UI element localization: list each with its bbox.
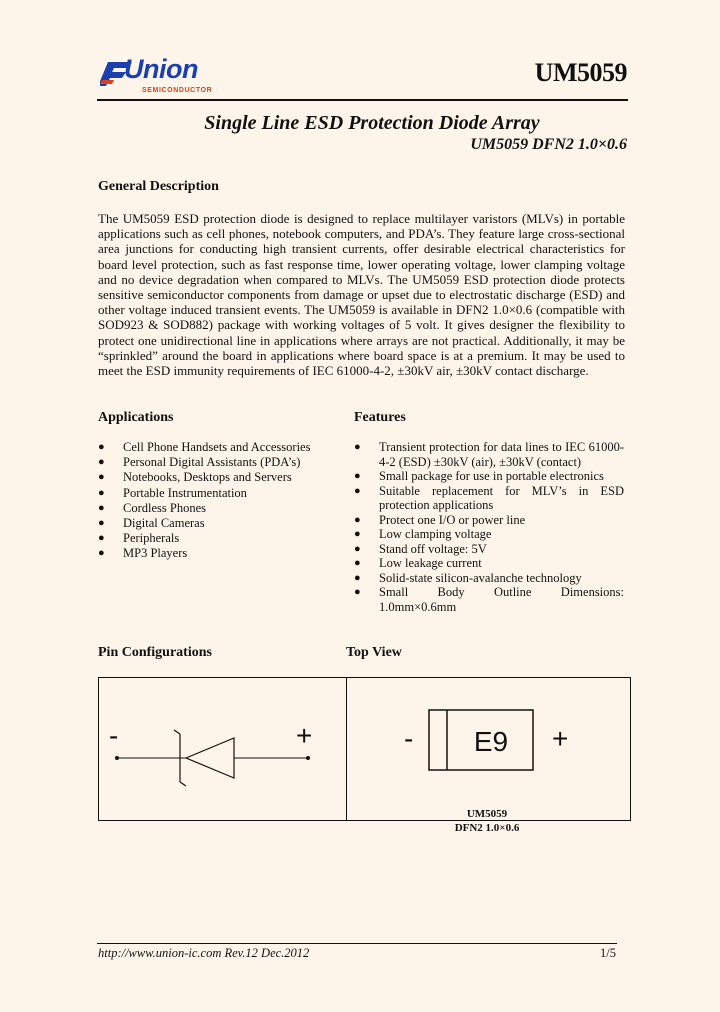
- package-label-type: DFN2 1.0×0.6: [454, 822, 520, 834]
- bullet-icon: ●: [98, 456, 105, 469]
- page-number: 1/5: [600, 946, 616, 960]
- bullet-icon: ●: [98, 517, 105, 530]
- package-plus-label: +: [552, 723, 569, 754]
- document-subtitle: UM5059 DFN2 1.0×0.6: [470, 136, 627, 153]
- list-item: ● Notebooks, Desktops and Servers: [98, 470, 292, 485]
- bullet-icon: ●: [98, 547, 105, 560]
- list-item: ● Solid-state silicon-avalanche technology: [354, 570, 582, 585]
- package-minus-label: -: [404, 723, 414, 754]
- header-divider: [97, 99, 628, 101]
- list-item: ● Low clamping voltage: [354, 527, 492, 541]
- bullet-icon: ●: [98, 441, 105, 453]
- bullet-icon: ●: [354, 586, 361, 598]
- package-label-part: UM5059: [466, 808, 508, 820]
- list-item: ● MP3 Players: [98, 546, 188, 561]
- bullet-icon: ●: [354, 513, 361, 526]
- bullet-icon: ●: [354, 542, 361, 555]
- list-item: ● Cordless Phones: [98, 500, 206, 515]
- pin-configurations-heading: Pin Configurations: [98, 645, 212, 660]
- list-item: ● Small Body Outline Dimensions: 1.0mm×0.6mm: [354, 585, 624, 614]
- bullet-icon: ●: [354, 557, 361, 569]
- bullet-icon: ●: [98, 471, 105, 484]
- footer-url-revision: http://www.union-ic.com Rev.12 Dec.2012: [98, 946, 310, 960]
- pin-box-divider: [346, 677, 347, 821]
- general-description-body: The UM5059 ESD protection diode is designed to replace multilayer varistors (MLVs) in portable applications such as cell phones, notebook computers, and PDA’s. They feature large cross-sectional area junctions for conducting high transient currents, offer desirable electrical characteristics for board level protection, such as fast response time, lower operating voltage, lower clamping voltage and no device degradation when compared to MLVs. The UM5059 ESD protection diode protects sensitive semiconductor components from damage or upset due to electrostatic discharge (ESD) and other voltage induced transient events. The UM5059 is available in DFN2 1.0×0.6 (compatible with SOD923 & SOD882) package with working voltages of 5 volt. It gives designer the flexibility to protect one unidirectional line in applications where arrays are not practical. Additionally, it may be “sprinkled” around the board in applications where board space is at a premium. It may be used to meet the ESD immunity requirements of IEC 61000-4-2, ±30kV air, ±30kV contact discharge.: [98, 211, 625, 379]
- pin-plus-label: +: [296, 720, 313, 751]
- logo-subtext: SEMICONDUCTOR: [142, 87, 213, 94]
- list-item: ● Cell Phone Handsets and Accessories: [98, 440, 311, 454]
- bullet-icon: ●: [354, 571, 361, 584]
- list-item: ● Suitable replacement for MLV’s in ESD protection applications: [354, 483, 624, 512]
- bullet-icon: ●: [98, 486, 105, 499]
- list-item: ● Low leakage current: [354, 556, 482, 570]
- document-title: Single Line ESD Protection Diode Array: [204, 112, 540, 134]
- list-item: ● Protect one I/O or power line: [354, 512, 526, 527]
- bullet-icon: ●: [354, 528, 361, 540]
- list-item: ● Small package for use in portable electronics: [354, 469, 604, 483]
- bullet-icon: ●: [98, 532, 105, 545]
- footer-divider: [97, 943, 617, 944]
- applications-list: [98, 440, 338, 562]
- features-list: [354, 440, 624, 614]
- list-item: ● Personal Digital Assistants (PDA’s): [98, 455, 301, 470]
- logo-text: Union: [124, 54, 198, 84]
- top-view-heading: Top View: [346, 645, 402, 660]
- bullet-icon: ●: [354, 470, 361, 482]
- list-item: ● Stand off voltage: 5V: [354, 541, 487, 556]
- bullet-icon: ●: [354, 441, 361, 453]
- part-number: UM5059: [534, 58, 627, 87]
- pin-minus-label: -: [109, 720, 119, 751]
- list-item: ● Transient protection for data lines to IEC 61000-4-2 (ESD) ±30kV (air), ±30kV (contact): [354, 440, 624, 469]
- bullet-icon: ●: [98, 501, 105, 514]
- list-item: ● Digital Cameras: [98, 516, 205, 531]
- applications-heading: Applications: [98, 410, 174, 425]
- features-heading: Features: [354, 410, 406, 425]
- list-item: ● Peripherals: [98, 531, 180, 546]
- general-description-heading: General Description: [98, 179, 219, 194]
- bullet-icon: ●: [354, 484, 361, 497]
- package-marking: E9: [473, 726, 509, 757]
- list-item: ● Portable Instrumentation: [98, 485, 247, 500]
